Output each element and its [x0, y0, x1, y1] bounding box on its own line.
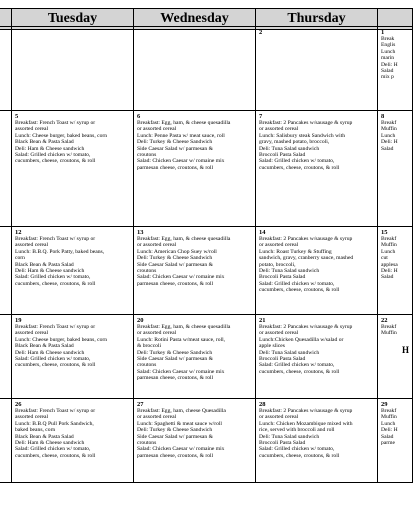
menu-line: assorted cereal — [15, 126, 49, 133]
day-cell-fri — [377, 226, 413, 315]
menu-line: Broccoli Pasta Salad — [259, 152, 306, 159]
menu-line: or assorted cereal — [259, 414, 299, 421]
menu-line: Breakfast: French Toast w/ syrup or — [15, 120, 96, 126]
menu-items — [381, 324, 410, 337]
menu-line: & broccoli — [137, 343, 162, 350]
menu-line: Black Bean & Pasta Salad — [15, 139, 74, 146]
day-cell-wed — [133, 110, 256, 227]
menu-line: cucumbers, cheese, croutons, & roll — [259, 287, 340, 294]
menu-line: Side Caesar Salad w/ parmesan & — [137, 356, 213, 363]
menu-line: Salad — [381, 68, 394, 75]
menu-line: Deli: Tuna Salad sandwich — [259, 349, 320, 356]
menu-line: parme — [381, 440, 395, 447]
day-number: 29 — [381, 401, 388, 408]
menu-line: Deli: Turkey & Cheese Sandwich — [137, 139, 213, 146]
menu-line: Lunch — [381, 48, 396, 55]
menu-line: or assorted cereal — [137, 126, 177, 133]
menu-line: Lunch — [381, 420, 396, 427]
menu-items — [381, 236, 410, 281]
day-cell-tue — [11, 398, 134, 483]
menu-line: Deli: H — [381, 61, 398, 68]
day-cell-thu — [255, 110, 378, 227]
day-number: 7 — [259, 113, 263, 120]
menu-line: Salad: Grilled chicken w/ tomato, — [15, 356, 91, 363]
menu-line: Breakfast: 2 Pancakes w/sausage & syrup — [259, 120, 353, 126]
menu-line: Muffin — [381, 414, 397, 421]
menu-line: Lunch: B.B.Q Pull Pork Sandwich, — [15, 420, 94, 427]
day-number: 5 — [15, 113, 19, 120]
menu-line: Breakfast: 2 Pancakes w/sausage & syrup — [259, 324, 353, 330]
menu-line: cucumbers, cheese, croutons, & roll — [15, 158, 96, 165]
day-cell-wed — [133, 398, 256, 483]
menu-line: Deli: Turkey & Cheese Sandwich — [137, 255, 213, 262]
menu-line: apple slices — [259, 343, 285, 350]
menu-line: Lunch: Cheese burger, baked beans, corn — [15, 132, 108, 139]
day-cell-thu — [255, 26, 378, 111]
day-number: 2 — [259, 29, 263, 36]
menu-line: Englis — [381, 42, 396, 49]
menu-line: or assorted cereal — [259, 126, 299, 133]
menu-line: Lunch — [381, 248, 396, 255]
day-number: 19 — [15, 317, 22, 324]
day-cell-thu — [255, 226, 378, 315]
menu-line: Salad: Chicken Caesar w/ romaine mix — [137, 446, 225, 453]
day-cell-thu — [255, 314, 378, 399]
menu-line: cucumbers, cheese, croutons, & roll — [259, 164, 340, 171]
menu-line: Breakfast: Egg, ham, cheese Quesadilla — [137, 408, 226, 414]
menu-line: Breakfast: Egg, ham, & cheese quesadilla — [137, 324, 231, 330]
menu-line: Breakfast: French Toast w/ syrup or — [15, 408, 96, 414]
menu-line: or assorted cereal — [137, 330, 177, 337]
holiday-letter: H — [401, 344, 409, 355]
menu-line: Salad: Chicken Caesar w/ romaine mix — [137, 368, 225, 375]
menu-line: baked beans, corn — [15, 427, 56, 434]
menu-line: corn — [15, 255, 25, 262]
day-number: 21 — [259, 317, 266, 324]
menu-line: parmesan cheese, croutons, & roll — [137, 280, 214, 287]
menu-line: Deli: H — [381, 268, 398, 275]
menu-line: Lunch: Chicken Mozambique mixed with — [259, 420, 353, 427]
menu-items — [137, 408, 253, 459]
day-cell-wed — [133, 26, 256, 111]
menu-line: Salad: Grilled chicken w/ tomato, — [15, 446, 91, 453]
menu-line: Black Bean & Pasta Salad — [15, 433, 74, 440]
menu-line: Side Caesar Salad w/ parmesan & — [137, 145, 213, 152]
menu-line: Deli: H — [381, 139, 398, 146]
menu-line: croutons — [137, 268, 157, 275]
menu-line: parmesan cheese, croutons, & roll — [137, 452, 214, 459]
menu-line: Deli: H — [381, 427, 398, 434]
menu-line: Deli: Tuna Salad sandwich — [259, 145, 320, 152]
menu-items — [15, 120, 131, 165]
menu-line: Breakf — [381, 408, 397, 414]
day-cell-fri — [377, 110, 413, 227]
menu-line: mix p — [381, 74, 394, 81]
menu-items — [259, 236, 375, 294]
menu-line: assorted cereal — [15, 414, 49, 421]
menu-line: croutons — [137, 440, 157, 447]
day-cell-fri — [377, 314, 413, 399]
day-number: 15 — [381, 229, 388, 236]
menu-line: Break — [381, 36, 395, 42]
menu-line: Black Bean & Pasta Salad — [15, 261, 74, 268]
menu-line: croutons — [137, 152, 157, 159]
day-header-thursday: Thursday — [255, 8, 378, 30]
menu-line: gravy, mashed potato, broccoli, — [259, 139, 330, 146]
menu-line: Breakf — [381, 120, 397, 126]
menu-items — [259, 120, 375, 171]
menu-line: Salad: Chicken Caesar w/ romaine mix — [137, 158, 225, 165]
menu-line: Lunch — [381, 132, 396, 139]
day-header-tuesday: Tuesday — [11, 8, 134, 30]
menu-line: Breakfast: 2 Pancakes w/sausage & syrup — [259, 236, 353, 242]
day-cell-tue — [11, 26, 134, 111]
menu-line: Deli: Turkey & Cheese Sandwich — [137, 349, 213, 356]
menu-line: potato, broccoli, — [259, 261, 296, 268]
menu-line: Broccoli Pasta Salad — [259, 440, 306, 447]
menu-line: cucumbers, cheese, croutons, & roll — [259, 368, 340, 375]
menu-line: Broccoli Pasta Salad — [259, 356, 306, 363]
menu-items — [137, 324, 253, 382]
menu-line: Breakf — [381, 236, 397, 242]
day-number: 6 — [137, 113, 141, 120]
menu-line: Lunch: Penne Pasta w/ meat sauce, roll — [137, 132, 225, 139]
menu-line: Salad: Grilled chicken w/ tomato, — [15, 274, 91, 281]
menu-line: Deli: Tuna Salad sandwich — [259, 433, 320, 440]
day-cell-wed — [133, 314, 256, 399]
day-number: 12 — [15, 229, 22, 236]
menu-line: Salad: Grilled chicken w/ tomato, — [259, 362, 335, 369]
menu-items — [259, 408, 375, 459]
day-number: 22 — [381, 317, 388, 324]
day-cell-tue — [11, 314, 134, 399]
menu-items — [137, 120, 253, 171]
menu-line: Breakfast: Egg, ham, & cheese quesadilla — [137, 120, 231, 126]
day-number: 13 — [137, 229, 144, 236]
menu-items — [15, 324, 131, 369]
menu-line: Breakfast: Egg, ham, & cheese quesadilla — [137, 236, 231, 242]
menu-line: cucumbers, cheese, croutons, & roll — [15, 362, 96, 369]
menu-line: Lunch: Roast Turkey & Stuffing — [259, 248, 332, 255]
day-cell-tue — [11, 110, 134, 227]
menu-items — [381, 408, 410, 446]
menu-line: Salad — [381, 145, 394, 152]
day-number: 20 — [137, 317, 144, 324]
day-number: 14 — [259, 229, 266, 236]
menu-line: or assorted cereal — [137, 242, 177, 249]
menu-items — [381, 120, 410, 152]
menu-line: cucumbers, cheese, croutons, & roll — [15, 280, 96, 287]
menu-line: Breakfast: 2 Pancakes w/sausage & syrup — [259, 408, 353, 414]
menu-line: Side Caesar Salad w/ parmesan & — [137, 261, 213, 268]
menu-line: cucumbers, cheese, croutons, & roll — [15, 452, 96, 459]
menu-line: or assorted cereal — [137, 414, 177, 421]
menu-items — [15, 408, 131, 459]
menu-line: Salad: Grilled chicken w/ tomato, — [259, 446, 335, 453]
menu-line: Salad: Grilled chicken w/ tomato, — [259, 158, 335, 165]
menu-line: Salad: Chicken Caesar w/ romaine mix — [137, 274, 225, 281]
day-cell-tue — [11, 226, 134, 315]
day-number: 26 — [15, 401, 22, 408]
menu-line: parmesan cheese, croutons, & roll — [137, 164, 214, 171]
menu-items — [259, 324, 375, 375]
day-number: 8 — [381, 113, 385, 120]
day-number: 27 — [137, 401, 144, 408]
day-number: 1 — [381, 29, 385, 36]
menu-line: Black Bean & Pasta Salad — [15, 343, 74, 350]
menu-line: Lunch:Chicken Quesadilla w/salad or — [259, 336, 344, 343]
day-header-wednesday: Wednesday — [133, 8, 256, 30]
menu-line: Breakf — [381, 324, 397, 330]
menu-line: croutons — [137, 362, 157, 369]
menu-line: Lunch: Spaghetti & meat sauce w/roll — [137, 420, 222, 427]
menu-items — [137, 236, 253, 287]
menu-line: cut — [381, 255, 388, 262]
menu-line: Deli: Ham & Cheese sandwich — [15, 268, 85, 275]
menu-items — [381, 36, 410, 81]
menu-line: Salad — [381, 274, 394, 281]
menu-line: Salad: Grilled chicken w/ tomato, — [259, 280, 335, 287]
menu-line: Breakfast: French Toast w/ syrup or — [15, 236, 96, 242]
menu-line: cucumbers, cheese, croutons, & roll — [259, 452, 340, 459]
day-cell-fri — [377, 398, 413, 483]
menu-line: Breakfast: French Toast w/ syrup or — [15, 324, 96, 330]
menu-line: rice, served with broccoli and roll — [259, 427, 335, 434]
day-cell-fri — [377, 26, 413, 111]
menu-line: applesa — [381, 261, 398, 268]
menu-line: Muffin — [381, 242, 397, 249]
menu-line: or assorted cereal — [259, 330, 299, 337]
menu-items — [15, 236, 131, 287]
menu-line: Deli: Tuna Salad sandwich — [259, 268, 320, 275]
menu-line: Side Caesar Salad w/ parmesan & — [137, 433, 213, 440]
menu-line: parmesan cheese, croutons, & roll — [137, 375, 214, 382]
menu-line: Lunch: American Chop Suey w/roll — [137, 248, 217, 255]
menu-line: Muffin — [381, 330, 397, 337]
day-number: 28 — [259, 401, 266, 408]
menu-line: Deli: Ham & Cheese sandwich — [15, 145, 85, 152]
menu-line: Muffin — [381, 126, 397, 133]
day-cell-wed — [133, 226, 256, 315]
menu-line: Lunch: Salisbury steak Sandwich with — [259, 132, 346, 139]
menu-line: Deli: Ham & Cheese sandwich — [15, 440, 85, 447]
menu-line: Lunch: Rotini Pasta w/meat sauce, roll, — [137, 336, 226, 343]
day-cell-thu — [255, 398, 378, 483]
menu-line: Deli: Turkey & Cheese Sandwich — [137, 427, 213, 434]
menu-line: Salad: Grilled chicken w/ tomato, — [15, 152, 91, 159]
menu-line: Lunch: B.B.Q. Pork Patty, baked beans, — [15, 248, 105, 255]
menu-line: assorted cereal — [15, 330, 49, 337]
menu-line: Deli: Ham & Cheese sandwich — [15, 349, 85, 356]
menu-line: Lunch: Cheese burger, baked beans, corn — [15, 336, 108, 343]
menu-line: marin — [381, 55, 395, 62]
menu-line: assorted cereal — [15, 242, 49, 249]
menu-line: Salad — [381, 433, 394, 440]
menu-line: Broccoli Pasta Salad — [259, 274, 306, 281]
menu-line: or assorted cereal — [259, 242, 299, 249]
menu-line: sandwich, gravy, cranberry sauce, mashed — [259, 255, 354, 262]
